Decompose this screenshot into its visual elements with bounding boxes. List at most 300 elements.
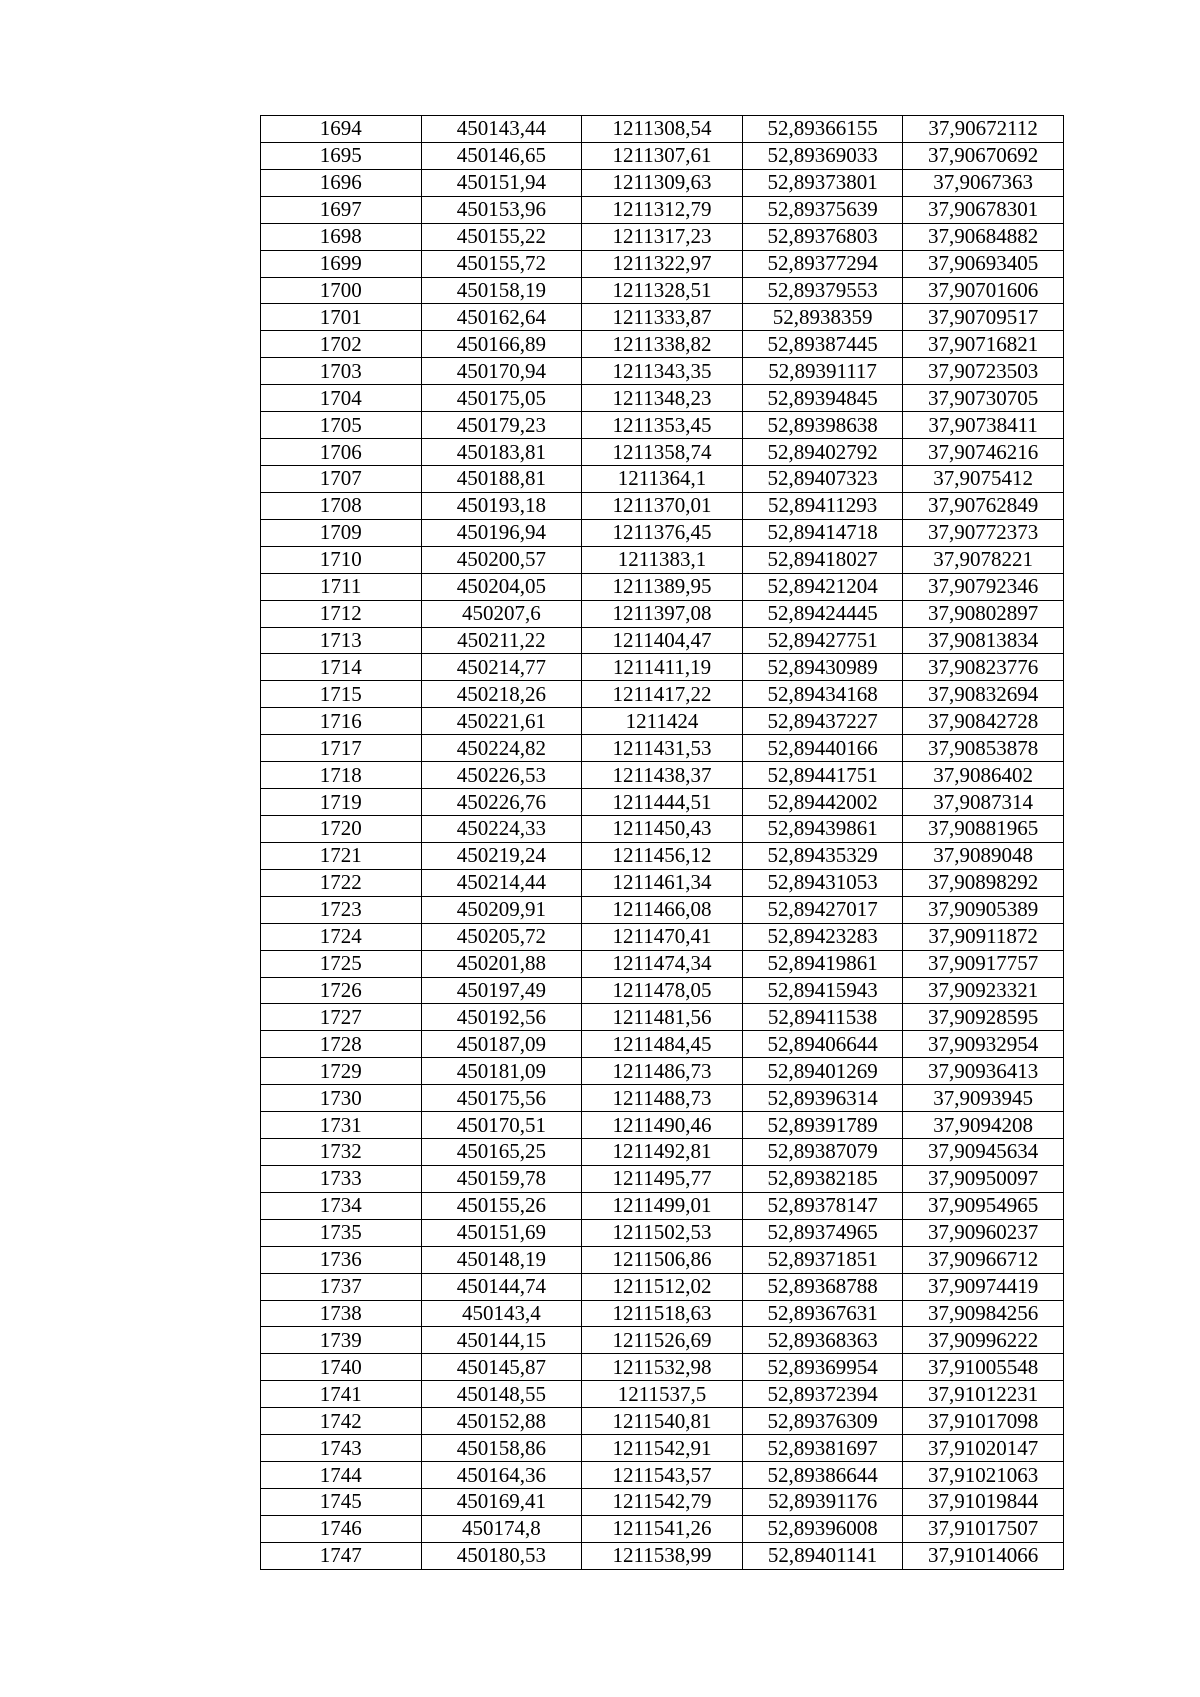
x-coordinate-cell: 450143,4 (421, 1300, 582, 1327)
point-number-cell: 1694 (261, 116, 422, 143)
latitude-cell: 52,89441751 (742, 762, 903, 789)
point-number-cell: 1738 (261, 1300, 422, 1327)
longitude-cell: 37,9087314 (903, 789, 1064, 816)
longitude-cell: 37,90842728 (903, 708, 1064, 735)
longitude-cell: 37,9078221 (903, 546, 1064, 573)
y-coordinate-cell: 1211543,57 (582, 1462, 743, 1489)
y-coordinate-cell: 1211389,95 (582, 573, 743, 600)
x-coordinate-cell: 450170,51 (421, 1112, 582, 1139)
table-row (261, 950, 1064, 977)
table-row (261, 815, 1064, 842)
point-number-cell: 1747 (261, 1542, 422, 1569)
table-row (261, 1542, 1064, 1569)
table-row (261, 1408, 1064, 1435)
x-coordinate-cell: 450224,82 (421, 735, 582, 762)
latitude-cell: 52,89401141 (742, 1542, 903, 1569)
x-coordinate-cell: 450207,6 (421, 600, 582, 627)
y-coordinate-cell: 1211338,82 (582, 331, 743, 358)
y-coordinate-cell: 1211308,54 (582, 116, 743, 143)
longitude-cell: 37,90905389 (903, 896, 1064, 923)
point-number-cell: 1726 (261, 977, 422, 1004)
table-row (261, 1381, 1064, 1408)
y-coordinate-cell: 1211470,41 (582, 923, 743, 950)
latitude-cell: 52,89440166 (742, 735, 903, 762)
table-row (261, 1246, 1064, 1273)
x-coordinate-cell: 450175,56 (421, 1085, 582, 1112)
point-number-cell: 1743 (261, 1435, 422, 1462)
latitude-cell: 52,89442002 (742, 789, 903, 816)
longitude-cell: 37,91014066 (903, 1542, 1064, 1569)
y-coordinate-cell: 1211322,97 (582, 250, 743, 277)
y-coordinate-cell: 1211486,73 (582, 1058, 743, 1085)
x-coordinate-cell: 450197,49 (421, 977, 582, 1004)
longitude-cell: 37,90738411 (903, 412, 1064, 439)
point-number-cell: 1711 (261, 573, 422, 600)
x-coordinate-cell: 450204,05 (421, 573, 582, 600)
coordinates-table-body (261, 116, 1064, 1570)
latitude-cell: 52,89401269 (742, 1058, 903, 1085)
latitude-cell: 52,89386644 (742, 1462, 903, 1489)
x-coordinate-cell: 450151,69 (421, 1219, 582, 1246)
y-coordinate-cell: 1211309,63 (582, 169, 743, 196)
y-coordinate-cell: 1211499,01 (582, 1192, 743, 1219)
y-coordinate-cell: 1211307,61 (582, 142, 743, 169)
latitude-cell: 52,89375639 (742, 196, 903, 223)
y-coordinate-cell: 1211348,23 (582, 385, 743, 412)
point-number-cell: 1742 (261, 1408, 422, 1435)
table-row (261, 1219, 1064, 1246)
longitude-cell: 37,91020147 (903, 1435, 1064, 1462)
y-coordinate-cell: 1211532,98 (582, 1354, 743, 1381)
latitude-cell: 52,89424445 (742, 600, 903, 627)
point-number-cell: 1730 (261, 1085, 422, 1112)
y-coordinate-cell: 1211383,1 (582, 546, 743, 573)
x-coordinate-cell: 450221,61 (421, 708, 582, 735)
point-number-cell: 1732 (261, 1139, 422, 1166)
x-coordinate-cell: 450175,05 (421, 385, 582, 412)
x-coordinate-cell: 450201,88 (421, 950, 582, 977)
y-coordinate-cell: 1211411,19 (582, 654, 743, 681)
y-coordinate-cell: 1211512,02 (582, 1273, 743, 1300)
latitude-cell: 52,89368788 (742, 1273, 903, 1300)
table-row (261, 169, 1064, 196)
y-coordinate-cell: 1211542,79 (582, 1489, 743, 1516)
longitude-cell: 37,90813834 (903, 627, 1064, 654)
table-row (261, 1112, 1064, 1139)
longitude-cell: 37,91012231 (903, 1381, 1064, 1408)
longitude-cell: 37,9094208 (903, 1112, 1064, 1139)
latitude-cell: 52,89368363 (742, 1327, 903, 1354)
latitude-cell: 52,89369954 (742, 1354, 903, 1381)
latitude-cell: 52,89398638 (742, 412, 903, 439)
longitude-cell: 37,90832694 (903, 681, 1064, 708)
point-number-cell: 1724 (261, 923, 422, 950)
latitude-cell: 52,89367631 (742, 1300, 903, 1327)
y-coordinate-cell: 1211376,45 (582, 519, 743, 546)
longitude-cell: 37,90730705 (903, 385, 1064, 412)
latitude-cell: 52,89378147 (742, 1192, 903, 1219)
x-coordinate-cell: 450153,96 (421, 196, 582, 223)
point-number-cell: 1722 (261, 869, 422, 896)
y-coordinate-cell: 1211431,53 (582, 735, 743, 762)
x-coordinate-cell: 450151,94 (421, 169, 582, 196)
table-row (261, 1058, 1064, 1085)
longitude-cell: 37,90693405 (903, 250, 1064, 277)
table-row (261, 1004, 1064, 1031)
table-row (261, 465, 1064, 492)
point-number-cell: 1737 (261, 1273, 422, 1300)
point-number-cell: 1719 (261, 789, 422, 816)
table-row (261, 223, 1064, 250)
y-coordinate-cell: 1211492,81 (582, 1139, 743, 1166)
longitude-cell: 37,90762849 (903, 492, 1064, 519)
latitude-cell: 52,89407323 (742, 465, 903, 492)
latitude-cell: 52,89394845 (742, 385, 903, 412)
longitude-cell: 37,90911872 (903, 923, 1064, 950)
x-coordinate-cell: 450152,88 (421, 1408, 582, 1435)
latitude-cell: 52,89381697 (742, 1435, 903, 1462)
x-coordinate-cell: 450214,77 (421, 654, 582, 681)
y-coordinate-cell: 1211404,47 (582, 627, 743, 654)
table-row (261, 923, 1064, 950)
table-row (261, 1139, 1064, 1166)
latitude-cell: 52,89418027 (742, 546, 903, 573)
table-row (261, 1462, 1064, 1489)
table-row (261, 439, 1064, 466)
y-coordinate-cell: 1211542,91 (582, 1435, 743, 1462)
x-coordinate-cell: 450155,22 (421, 223, 582, 250)
x-coordinate-cell: 450192,56 (421, 1004, 582, 1031)
longitude-cell: 37,90701606 (903, 277, 1064, 304)
longitude-cell: 37,90923321 (903, 977, 1064, 1004)
latitude-cell: 52,89382185 (742, 1165, 903, 1192)
y-coordinate-cell: 1211312,79 (582, 196, 743, 223)
longitude-cell: 37,90932954 (903, 1031, 1064, 1058)
x-coordinate-cell: 450181,09 (421, 1058, 582, 1085)
y-coordinate-cell: 1211358,74 (582, 439, 743, 466)
x-coordinate-cell: 450170,94 (421, 358, 582, 385)
x-coordinate-cell: 450155,72 (421, 250, 582, 277)
x-coordinate-cell: 450159,78 (421, 1165, 582, 1192)
latitude-cell: 52,89406644 (742, 1031, 903, 1058)
table-row (261, 869, 1064, 896)
point-number-cell: 1709 (261, 519, 422, 546)
table-row (261, 304, 1064, 331)
y-coordinate-cell: 1211474,34 (582, 950, 743, 977)
latitude-cell: 52,89373801 (742, 169, 903, 196)
point-number-cell: 1712 (261, 600, 422, 627)
y-coordinate-cell: 1211490,46 (582, 1112, 743, 1139)
y-coordinate-cell: 1211450,43 (582, 815, 743, 842)
latitude-cell: 52,89434168 (742, 681, 903, 708)
y-coordinate-cell: 1211444,51 (582, 789, 743, 816)
y-coordinate-cell: 1211333,87 (582, 304, 743, 331)
table-row (261, 1489, 1064, 1516)
longitude-cell: 37,90672112 (903, 116, 1064, 143)
latitude-cell: 52,89374965 (742, 1219, 903, 1246)
table-row (261, 708, 1064, 735)
latitude-cell: 52,89421204 (742, 573, 903, 600)
latitude-cell: 52,89427751 (742, 627, 903, 654)
latitude-cell: 52,89411538 (742, 1004, 903, 1031)
table-row (261, 546, 1064, 573)
longitude-cell: 37,90966712 (903, 1246, 1064, 1273)
latitude-cell: 52,89396008 (742, 1515, 903, 1542)
longitude-cell: 37,9086402 (903, 762, 1064, 789)
table-row (261, 762, 1064, 789)
longitude-cell: 37,9075412 (903, 465, 1064, 492)
x-coordinate-cell: 450165,25 (421, 1139, 582, 1166)
latitude-cell: 52,89387079 (742, 1139, 903, 1166)
table-row (261, 1031, 1064, 1058)
latitude-cell: 52,89414718 (742, 519, 903, 546)
longitude-cell: 37,90746216 (903, 439, 1064, 466)
point-number-cell: 1734 (261, 1192, 422, 1219)
x-coordinate-cell: 450226,53 (421, 762, 582, 789)
longitude-cell: 37,90678301 (903, 196, 1064, 223)
latitude-cell: 52,89376803 (742, 223, 903, 250)
table-row (261, 573, 1064, 600)
longitude-cell: 37,90898292 (903, 869, 1064, 896)
y-coordinate-cell: 1211353,45 (582, 412, 743, 439)
point-number-cell: 1744 (261, 1462, 422, 1489)
point-number-cell: 1717 (261, 735, 422, 762)
y-coordinate-cell: 1211478,05 (582, 977, 743, 1004)
x-coordinate-cell: 450224,33 (421, 815, 582, 842)
longitude-cell: 37,90936413 (903, 1058, 1064, 1085)
table-row (261, 627, 1064, 654)
longitude-cell: 37,90823776 (903, 654, 1064, 681)
point-number-cell: 1723 (261, 896, 422, 923)
x-coordinate-cell: 450219,24 (421, 842, 582, 869)
latitude-cell: 52,8938359 (742, 304, 903, 331)
x-coordinate-cell: 450144,15 (421, 1327, 582, 1354)
table-row (261, 358, 1064, 385)
table-row (261, 1165, 1064, 1192)
x-coordinate-cell: 450196,94 (421, 519, 582, 546)
x-coordinate-cell: 450158,86 (421, 1435, 582, 1462)
point-number-cell: 1728 (261, 1031, 422, 1058)
table-row (261, 681, 1064, 708)
y-coordinate-cell: 1211537,5 (582, 1381, 743, 1408)
table-row (261, 412, 1064, 439)
longitude-cell: 37,9067363 (903, 169, 1064, 196)
y-coordinate-cell: 1211328,51 (582, 277, 743, 304)
y-coordinate-cell: 1211370,01 (582, 492, 743, 519)
latitude-cell: 52,89415943 (742, 977, 903, 1004)
y-coordinate-cell: 1211424 (582, 708, 743, 735)
longitude-cell: 37,90716821 (903, 331, 1064, 358)
point-number-cell: 1700 (261, 277, 422, 304)
x-coordinate-cell: 450146,65 (421, 142, 582, 169)
table-row (261, 116, 1064, 143)
latitude-cell: 52,89391117 (742, 358, 903, 385)
latitude-cell: 52,89391789 (742, 1112, 903, 1139)
latitude-cell: 52,89369033 (742, 142, 903, 169)
longitude-cell: 37,90709517 (903, 304, 1064, 331)
point-number-cell: 1710 (261, 546, 422, 573)
y-coordinate-cell: 1211488,73 (582, 1085, 743, 1112)
table-row (261, 1192, 1064, 1219)
x-coordinate-cell: 450193,18 (421, 492, 582, 519)
table-row (261, 492, 1064, 519)
coordinates-table (260, 115, 1064, 1570)
point-number-cell: 1746 (261, 1515, 422, 1542)
point-number-cell: 1697 (261, 196, 422, 223)
longitude-cell: 37,90996222 (903, 1327, 1064, 1354)
table-row (261, 331, 1064, 358)
point-number-cell: 1720 (261, 815, 422, 842)
point-number-cell: 1695 (261, 142, 422, 169)
longitude-cell: 37,90954965 (903, 1192, 1064, 1219)
longitude-cell: 37,90984256 (903, 1300, 1064, 1327)
latitude-cell: 52,89396314 (742, 1085, 903, 1112)
y-coordinate-cell: 1211317,23 (582, 223, 743, 250)
latitude-cell: 52,89430989 (742, 654, 903, 681)
x-coordinate-cell: 450214,44 (421, 869, 582, 896)
table-row (261, 385, 1064, 412)
x-coordinate-cell: 450180,53 (421, 1542, 582, 1569)
x-coordinate-cell: 450209,91 (421, 896, 582, 923)
point-number-cell: 1729 (261, 1058, 422, 1085)
longitude-cell: 37,90974419 (903, 1273, 1064, 1300)
y-coordinate-cell: 1211364,1 (582, 465, 743, 492)
latitude-cell: 52,89391176 (742, 1489, 903, 1516)
y-coordinate-cell: 1211466,08 (582, 896, 743, 923)
latitude-cell: 52,89431053 (742, 869, 903, 896)
x-coordinate-cell: 450164,36 (421, 1462, 582, 1489)
point-number-cell: 1716 (261, 708, 422, 735)
y-coordinate-cell: 1211343,35 (582, 358, 743, 385)
x-coordinate-cell: 450211,22 (421, 627, 582, 654)
x-coordinate-cell: 450187,09 (421, 1031, 582, 1058)
x-coordinate-cell: 450144,74 (421, 1273, 582, 1300)
x-coordinate-cell: 450188,81 (421, 465, 582, 492)
y-coordinate-cell: 1211461,34 (582, 869, 743, 896)
table-row (261, 1515, 1064, 1542)
latitude-cell: 52,89387445 (742, 331, 903, 358)
table-row (261, 1354, 1064, 1381)
point-number-cell: 1704 (261, 385, 422, 412)
y-coordinate-cell: 1211438,37 (582, 762, 743, 789)
table-row (261, 1300, 1064, 1327)
longitude-cell: 37,90670692 (903, 142, 1064, 169)
table-row (261, 142, 1064, 169)
y-coordinate-cell: 1211526,69 (582, 1327, 743, 1354)
y-coordinate-cell: 1211538,99 (582, 1542, 743, 1569)
y-coordinate-cell: 1211506,86 (582, 1246, 743, 1273)
latitude-cell: 52,89377294 (742, 250, 903, 277)
point-number-cell: 1731 (261, 1112, 422, 1139)
latitude-cell: 52,89366155 (742, 116, 903, 143)
x-coordinate-cell: 450200,57 (421, 546, 582, 573)
point-number-cell: 1707 (261, 465, 422, 492)
point-number-cell: 1725 (261, 950, 422, 977)
y-coordinate-cell: 1211518,63 (582, 1300, 743, 1327)
longitude-cell: 37,91019844 (903, 1489, 1064, 1516)
point-number-cell: 1705 (261, 412, 422, 439)
y-coordinate-cell: 1211502,53 (582, 1219, 743, 1246)
latitude-cell: 52,89372394 (742, 1381, 903, 1408)
x-coordinate-cell: 450226,76 (421, 789, 582, 816)
point-number-cell: 1708 (261, 492, 422, 519)
point-number-cell: 1735 (261, 1219, 422, 1246)
point-number-cell: 1701 (261, 304, 422, 331)
point-number-cell: 1714 (261, 654, 422, 681)
table-row (261, 735, 1064, 762)
longitude-cell: 37,90928595 (903, 1004, 1064, 1031)
x-coordinate-cell: 450155,26 (421, 1192, 582, 1219)
point-number-cell: 1698 (261, 223, 422, 250)
latitude-cell: 52,89423283 (742, 923, 903, 950)
table-row (261, 1435, 1064, 1462)
latitude-cell: 52,89411293 (742, 492, 903, 519)
latitude-cell: 52,89419861 (742, 950, 903, 977)
latitude-cell: 52,89402792 (742, 439, 903, 466)
latitude-cell: 52,89379553 (742, 277, 903, 304)
x-coordinate-cell: 450205,72 (421, 923, 582, 950)
longitude-cell: 37,9093945 (903, 1085, 1064, 1112)
x-coordinate-cell: 450179,23 (421, 412, 582, 439)
x-coordinate-cell: 450169,41 (421, 1489, 582, 1516)
latitude-cell: 52,89376309 (742, 1408, 903, 1435)
point-number-cell: 1713 (261, 627, 422, 654)
table-row (261, 789, 1064, 816)
point-number-cell: 1721 (261, 842, 422, 869)
y-coordinate-cell: 1211484,45 (582, 1031, 743, 1058)
point-number-cell: 1740 (261, 1354, 422, 1381)
point-number-cell: 1718 (261, 762, 422, 789)
longitude-cell: 37,91005548 (903, 1354, 1064, 1381)
table-row (261, 196, 1064, 223)
x-coordinate-cell: 450158,19 (421, 277, 582, 304)
point-number-cell: 1727 (261, 1004, 422, 1031)
y-coordinate-cell: 1211397,08 (582, 600, 743, 627)
longitude-cell: 37,90945634 (903, 1139, 1064, 1166)
longitude-cell: 37,91021063 (903, 1462, 1064, 1489)
table-row (261, 977, 1064, 1004)
longitude-cell: 37,90792346 (903, 573, 1064, 600)
longitude-cell: 37,90960237 (903, 1219, 1064, 1246)
point-number-cell: 1736 (261, 1246, 422, 1273)
x-coordinate-cell: 450145,87 (421, 1354, 582, 1381)
y-coordinate-cell: 1211481,56 (582, 1004, 743, 1031)
point-number-cell: 1702 (261, 331, 422, 358)
y-coordinate-cell: 1211456,12 (582, 842, 743, 869)
longitude-cell: 37,90881965 (903, 815, 1064, 842)
table-row (261, 1327, 1064, 1354)
latitude-cell: 52,89427017 (742, 896, 903, 923)
x-coordinate-cell: 450148,19 (421, 1246, 582, 1273)
longitude-cell: 37,90950097 (903, 1165, 1064, 1192)
y-coordinate-cell: 1211541,26 (582, 1515, 743, 1542)
x-coordinate-cell: 450148,55 (421, 1381, 582, 1408)
longitude-cell: 37,90723503 (903, 358, 1064, 385)
point-number-cell: 1745 (261, 1489, 422, 1516)
x-coordinate-cell: 450183,81 (421, 439, 582, 466)
longitude-cell: 37,90853878 (903, 735, 1064, 762)
table-row (261, 842, 1064, 869)
point-number-cell: 1706 (261, 439, 422, 466)
table-row (261, 277, 1064, 304)
point-number-cell: 1741 (261, 1381, 422, 1408)
x-coordinate-cell: 450143,44 (421, 116, 582, 143)
table-row (261, 250, 1064, 277)
longitude-cell: 37,9089048 (903, 842, 1064, 869)
point-number-cell: 1715 (261, 681, 422, 708)
longitude-cell: 37,90684882 (903, 223, 1064, 250)
table-row (261, 600, 1064, 627)
